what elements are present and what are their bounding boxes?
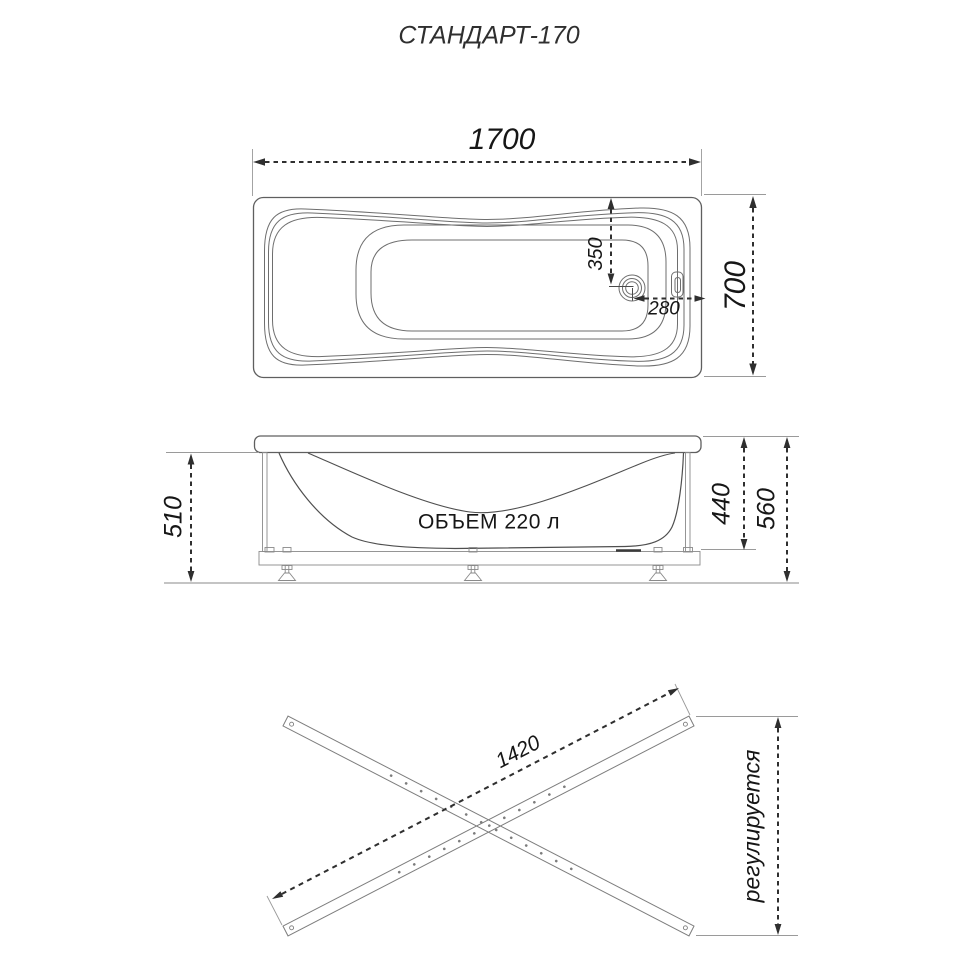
foot-right xyxy=(650,548,667,581)
arrowhead-top xyxy=(188,454,195,465)
arrowhead-bottom xyxy=(784,571,791,582)
dim-label-drain-280: 280 xyxy=(648,298,680,320)
rim-profile xyxy=(255,436,702,453)
foot-nut xyxy=(282,566,292,570)
arrowhead-top xyxy=(784,437,791,448)
arrowhead-top xyxy=(775,717,782,728)
foot-nut xyxy=(653,566,663,570)
adjustable-label: регулируется xyxy=(738,749,765,903)
volume-label: ОБЪЕМ 220 л xyxy=(418,510,560,534)
rail-hole xyxy=(683,926,687,930)
arrowhead-bottom xyxy=(775,924,782,935)
tub-inner-wall-curve xyxy=(308,453,675,513)
rail-hole xyxy=(290,926,294,930)
dim-total-height-560 xyxy=(784,437,791,582)
adjustable-feet xyxy=(279,548,667,581)
rail-hole xyxy=(683,722,687,726)
drawing-title: СТАНДАРТ-170 xyxy=(398,21,580,50)
arrowhead-bottom xyxy=(749,364,756,376)
dim-length-1700 xyxy=(253,149,702,196)
dim-label-height-510: 510 xyxy=(159,496,188,538)
frame-bar xyxy=(259,552,700,566)
dim-label-length-1700: 1700 xyxy=(468,123,536,156)
extension-ticks xyxy=(267,684,690,925)
dim-label-total-560: 560 xyxy=(752,488,781,530)
arrowhead-left xyxy=(253,158,265,165)
left-support-post xyxy=(263,453,268,552)
dim-label-depth-440: 440 xyxy=(707,483,736,525)
foot-base xyxy=(465,573,482,581)
arrowhead-upper-right xyxy=(668,688,679,696)
arrowhead-lower-left xyxy=(272,891,283,899)
arrowhead-bottom xyxy=(741,539,748,550)
arrowhead-top xyxy=(749,196,756,208)
foot-base xyxy=(279,573,296,581)
foot-base xyxy=(650,573,667,581)
dim-drain-350 xyxy=(608,198,634,287)
dim-rail-1420 xyxy=(267,684,690,925)
dim-label-drain-350: 350 xyxy=(585,237,607,271)
foot-left xyxy=(279,548,296,581)
rail-b-holes xyxy=(399,780,578,872)
basin-outer-edge xyxy=(356,225,666,339)
side-view xyxy=(159,436,799,583)
right-support-post xyxy=(686,453,691,552)
arrowhead-bottom xyxy=(608,274,615,285)
rail-hole xyxy=(290,722,294,726)
foot-middle xyxy=(465,548,482,581)
dim-line-dashed xyxy=(282,693,669,894)
top-view xyxy=(253,149,767,378)
dim-label-width-700: 700 xyxy=(719,260,752,312)
arrowhead-top xyxy=(741,437,748,448)
arrowhead-bottom xyxy=(188,571,195,582)
extension-lines xyxy=(253,149,702,196)
foot-nut xyxy=(468,566,478,570)
arrowhead-right xyxy=(689,158,701,165)
frame-rails xyxy=(267,684,798,936)
arrowhead-right xyxy=(695,295,706,302)
dim-label-rail-1420: 1420 xyxy=(491,731,545,773)
arrowhead-top xyxy=(608,198,615,209)
